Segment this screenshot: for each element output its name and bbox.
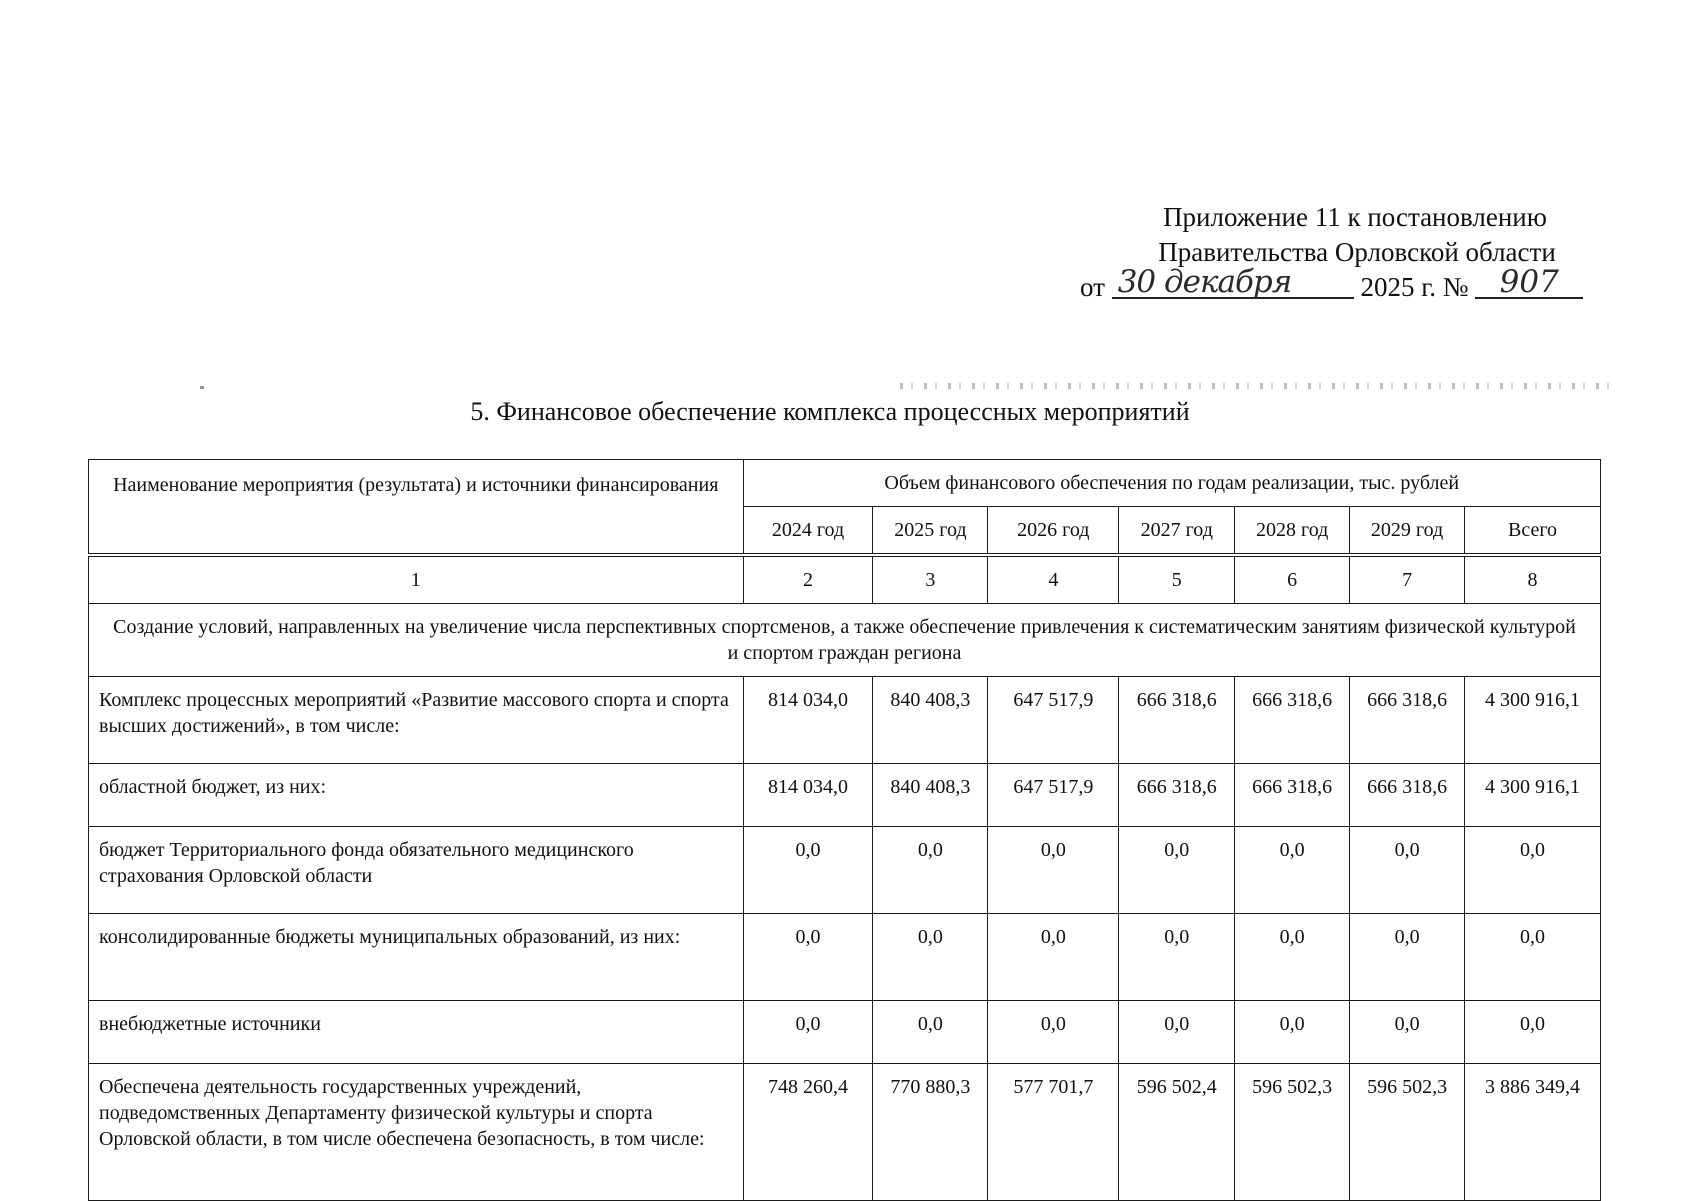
row-value: 666 318,6 [1119, 764, 1235, 827]
column-number: 1 [89, 555, 744, 604]
row-value: 0,0 [1119, 914, 1235, 1001]
row-value: 840 408,3 [873, 677, 988, 764]
row-value: 0,0 [1350, 827, 1465, 914]
header-year: 2029 год [1350, 507, 1465, 556]
row-value: 0,0 [988, 827, 1119, 914]
row-value: 0,0 [1350, 914, 1465, 1001]
column-number: 5 [1119, 555, 1235, 604]
row-name: консолидированные бюджеты муниципальных образований, из них: [89, 914, 744, 1001]
row-value: 0,0 [1235, 827, 1350, 914]
table-row [89, 827, 1601, 914]
date-prefix: от [1080, 272, 1105, 302]
row-value: 0,0 [1465, 914, 1601, 1001]
header-year: 2025 год [873, 507, 988, 556]
row-value: 0,0 [988, 1001, 1119, 1064]
table-row [89, 764, 1601, 827]
row-value: 647 517,9 [988, 764, 1119, 827]
row-value: 596 502,3 [1350, 1064, 1465, 1201]
year-number-label: 2025 г. № [1360, 272, 1469, 302]
row-value: 0,0 [988, 914, 1119, 1001]
row-value: 0,0 [1465, 827, 1601, 914]
row-value: 596 502,4 [1119, 1064, 1235, 1201]
row-value: 0,0 [873, 827, 988, 914]
header-year: 2027 год [1119, 507, 1235, 556]
row-name: бюджет Территориального фонда обязательного медицинского страхования Орловской области [89, 827, 744, 914]
header-year: 2026 год [988, 507, 1119, 556]
row-value: 4 300 916,1 [1465, 677, 1601, 764]
row-value: 0,0 [743, 914, 873, 1001]
row-value: 770 880,3 [873, 1064, 988, 1201]
table-row [89, 1001, 1601, 1064]
row-value: 3 886 349,4 [1465, 1064, 1601, 1201]
appendix-line-1: Приложение 11 к постановлению [1163, 202, 1547, 232]
goal-cell: Создание условий, направленных на увеличение числа перспективных спортсменов, а также обеспечение привлечения к систематическим занятиям физической культурой и спортом граждан региона [89, 604, 1601, 677]
row-value: 666 318,6 [1119, 677, 1235, 764]
row-value: 814 034,0 [743, 677, 873, 764]
row-value: 0,0 [1350, 1001, 1465, 1064]
goal-row [89, 604, 1601, 677]
handwritten-date: 30 декабря [1112, 267, 1354, 299]
table-row [89, 914, 1601, 1001]
column-number: 3 [873, 555, 988, 604]
row-value: 666 318,6 [1350, 677, 1465, 764]
column-number: 6 [1235, 555, 1350, 604]
scan-speck [200, 386, 204, 389]
table-row [89, 1064, 1601, 1201]
appendix-line-2: Правительства Орловской области [1158, 237, 1556, 267]
row-value: 0,0 [743, 827, 873, 914]
row-value: 0,0 [1235, 1001, 1350, 1064]
appendix-date-line [1080, 264, 1583, 305]
row-value: 0,0 [1119, 1001, 1235, 1064]
row-value: 748 260,4 [743, 1064, 873, 1201]
column-number: 4 [988, 555, 1119, 604]
row-value: 0,0 [873, 1001, 988, 1064]
appendix-block [1080, 200, 1610, 302]
row-value: 577 701,7 [988, 1064, 1119, 1201]
row-value: 666 318,6 [1235, 677, 1350, 764]
column-number-row [89, 555, 1601, 604]
section-title: 5. Финансовое обеспечение комплекса процессных мероприятий [470, 397, 1190, 426]
table-row [89, 677, 1601, 764]
row-name: областной бюджет, из них: [89, 764, 744, 827]
row-value: 814 034,0 [743, 764, 873, 827]
header-span-cell: Объем финансового обеспечения по годам реализации, тыс. рублей [743, 460, 1600, 507]
row-value: 596 502,3 [1235, 1064, 1350, 1201]
header-year: 2024 год [743, 507, 873, 556]
header-name-cell: Наименование мероприятия (результата) и источники финансирования [89, 460, 744, 556]
row-value: 0,0 [1119, 827, 1235, 914]
header-row-1 [89, 460, 1601, 507]
row-name: Обеспечена деятельность государственных учреждений, подведомственных Департаменту физической культуры и спорта Орловской области, в том числе обеспечена безопасность, в том числе: [89, 1064, 744, 1201]
financing-table [88, 459, 1601, 1201]
row-value: 4 300 916,1 [1465, 764, 1601, 827]
header-total: Всего [1465, 507, 1601, 556]
column-number: 8 [1465, 555, 1601, 604]
row-value: 840 408,3 [873, 764, 988, 827]
header-year: 2028 год [1235, 507, 1350, 556]
row-name: Комплекс процессных мероприятий «Развитие массового спорта и спорта высших достижений», в том числе: [89, 677, 744, 764]
row-value: 647 517,9 [988, 677, 1119, 764]
column-number: 2 [743, 555, 873, 604]
row-value: 0,0 [1465, 1001, 1601, 1064]
row-value: 0,0 [873, 914, 988, 1001]
row-value: 666 318,6 [1350, 764, 1465, 827]
row-value: 0,0 [743, 1001, 873, 1064]
row-value: 666 318,6 [1235, 764, 1350, 827]
row-name: внебюджетные источники [89, 1001, 744, 1064]
scan-artifact-dots [900, 383, 1620, 389]
column-number: 7 [1350, 555, 1465, 604]
row-value: 0,0 [1235, 914, 1350, 1001]
handwritten-number: 907 [1475, 267, 1583, 299]
